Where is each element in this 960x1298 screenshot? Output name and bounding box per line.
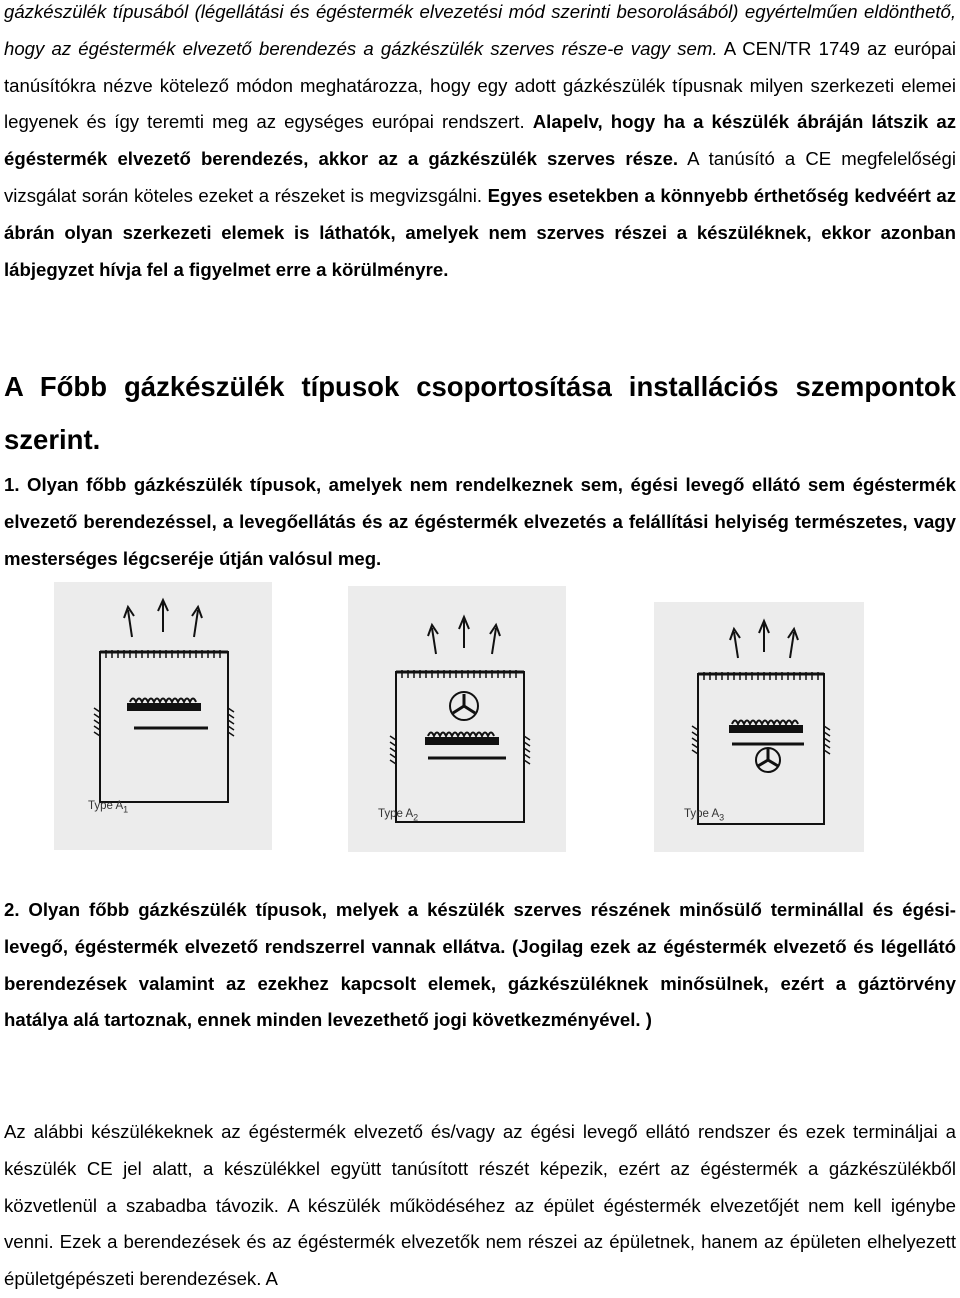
figure-type-a3	[654, 602, 864, 852]
section-heading: A Főbb gázkészülék típusok csoportosítása installációs szempontok szerint.	[4, 371, 956, 455]
intro-paragraph	[4, 0, 956, 288]
type-a2-label: Type $A_2$	[378, 808, 419, 823]
type-a3-label: Type $A_3$	[684, 808, 725, 823]
type-2-paragraph: 2. Olyan főbb gázkészülék típusok, melyek a készülék szerves részének minősülő terminállal és égési-levegő, égéstermék elvezető rendszerrel vannak ellátva. (Jogilag ezek az égéstermék elvezető és légellátó berendezések valamint az ezekhez kapcsolt elemek, gázkészüléknek minősülnek, ezért a gáztörvény hatálya alá tartoznak, ennek minden levezethető jogi következményével. )	[4, 899, 956, 1031]
type-a1-label: Type $A_1$	[88, 800, 129, 815]
type-1-paragraph: 1. Olyan főbb gázkészülék típusok, amelyek nem rendelkeznek sem, égési levegő ellátó sem égéstermék elvezető berendezéssel, a levegőellátás és az égéstermék elvezetés a felállítási helyiség természetes, vagy mesterséges légcseréje útján valósul meg.	[4, 474, 956, 569]
footnote-sentence: Egyes esetekben a könnyebb érthetőség kedvéért az ábrán olyan szerkezeti elemek is láthatók, amelyek nem szerves részei a készüléknek, ekkor azonban lábjegyzet hívja fel a figyelmet erre a körülményre.	[4, 184, 956, 280]
principle-sentence: Alapelv, hogy ha a készülék ábráján látszik az égéstermék elvezető berendezés, akkor az a gázkészülék szerves része.	[4, 111, 956, 170]
figure-type-a1	[54, 582, 272, 850]
intro-sentence-2: A CEN/TR 1749 az európai tanúsítókra nézve kötelező módon meghatározza, hogy egy adott gázkészülék típusnak milyen szerkezeti elemei legyenek és így teremti meg az egységes európai rendszert.	[4, 37, 956, 133]
intro-sentence-1: gázkészülék típusából (légellátási és égéstermék elvezetési mód szerinti besorolásából) egyértelműen eldönthető, hogy az égéstermék elvezető berendezés a gázkészülék szerves része-e vagy sem.	[4, 1, 956, 59]
appliance-figures	[4, 580, 956, 852]
closing-paragraph: Az alábbi készülékeknek az égéstermék elvezető és/vagy az égési levegő ellátó rendszer és ezek termináljai a készülék CE jel alatt, a készülékkel együtt tanúsított részét képezik, ezért az égéstermék a gázkészülékből közvetlenül a szabadba távozik. A készülék működéséhez az épület égéstermék elvezetőjét nem kell igénybe venni. Ezek a berendezések és az égéstermék elvezetők nem részei az épületnek, hanem az épületen elhelyezett épületgépészeti berendezések. A	[4, 1121, 956, 1290]
figure-type-a2	[348, 586, 566, 852]
type-a1-diagram	[54, 582, 272, 850]
intro-sentence-4: A tanúsító a CE megfelelőségi vizsgálat során köteles ezeket a részeket is megvizsgálni.	[4, 148, 956, 206]
